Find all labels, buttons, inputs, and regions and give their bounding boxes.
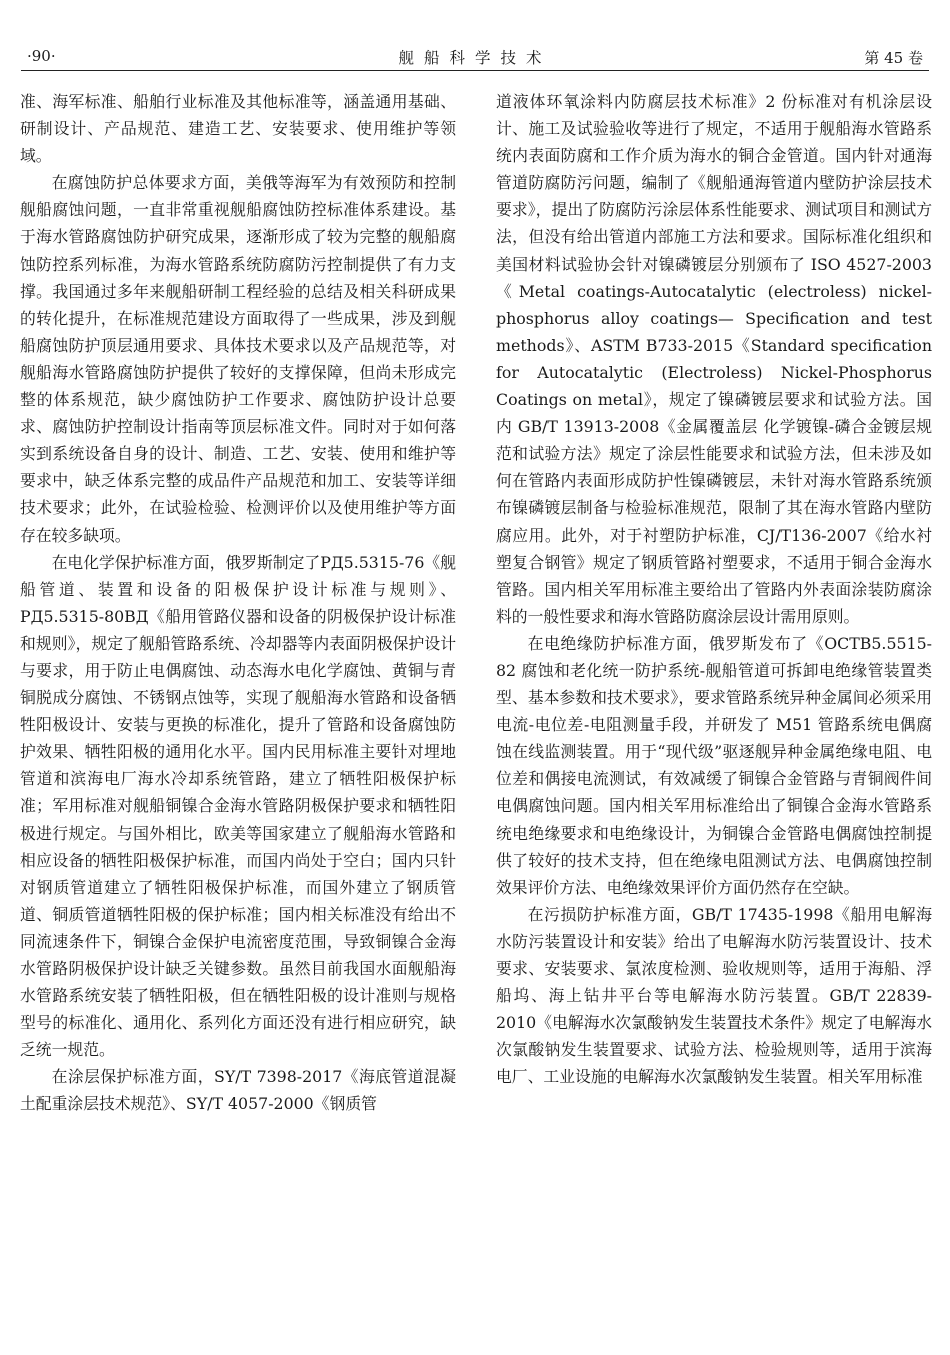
journal-title: 舰船科学技术	[398, 49, 552, 67]
page-number: ·90·	[27, 47, 56, 65]
paragraph: 在腐蚀防护总体要求方面，美俄等海军为有效预防和控制舰船腐蚀问题，一直非常重视舰船腐蚀防控标准体系建设。基于海水管路腐蚀防护研究成果，逐渐形成了较为完整的舰船腐蚀防控系列标准，为海水管路系统防腐防污控制提供了有力支撑。我国通过多年来舰船研制工程经验的总结及相关科研成果的转化提升，在标准规范建设方面取得了一些成果，涉及到舰船腐蚀防护顶层通用要求、具体技术要求以及产品规范等，对舰船海水管路腐蚀防护提供了较好的支撑保障，但尚未形成完整的体系规范，缺少腐蚀防护工作要求、腐蚀防护设计总要求、腐蚀防护控制设计指南等顶层标准文件。同时对于如何落实到系统设备自身的设计、制造、工艺、安装、使用和维护等要求中，缺乏体系完整的成品件产品规范和加工、安装等详细技术要求；此外，在试验检验、检测评价以及使用维护等方面存在较多缺项。	[20, 173, 456, 545]
paragraph: 在电化学保护标准方面，俄罗斯制定了РД5.5315-76《舰船管道、装置和设备的阳极保护设计标准与规则》、РД5.5315-80ВД《船用管路仪器和设备的阴极保护设计标准和规则》，规定了舰船管路系统、冷却器等内表面阴极保护设计与要求，用于防止电偶腐蚀、动态海水电化学腐蚀、黄铜与青铜脱成分腐蚀、不锈钢点蚀等，实现了舰船海水管路和设备牺牲阳极设计、安装与更换的标准化，提升了管路和设备腐蚀防护效果、牺牲阳极的通用化水平。国内民用标准主要针对埋地管道和滨海电厂海水冷却系统管路，建立了牺牲阳极保护标准；军用标准对舰船铜镍合金海水管路阴极保护要求和牺牲阳极进行规定。与国外相比，欧美等国家建立了舰船海水管路和相应设备的牺牲阳极保护标准，而国内尚处于空白；国内只针对钢质管道建立了牺牲阳极保护标准，而国外建立了钢质管道、铜质管道牺牲阳极的保护标准；国内相关标准没有给出不同流速条件下，铜镍合金保护电流密度范围，导致铜镍合金海水管路阴极保护设计缺乏关键参数。虽然目前我国水面舰船海水管路系统安装了牺牲阳极，但在牺牲阳极的设计准则与规格型号的标准化、通用化、系列化方面还没有进行相应研究，缺乏统一规范。	[20, 552, 456, 1060]
right-column	[496, 88, 932, 1090]
paragraph: 在污损防护标准方面，GB/T 17435-1998《船用电解海水防污装置设计和安装》给出了电解海水防污装置设计、技术要求、安装要求、氯浓度检测、验收规则等，适用于海船、浮船坞、海上钻井平台等电解海水防污装置。GB/T 22839-2010《电解海水次氯酸钠发生装置技术条件》规定了电解海水次氯酸钠发生装置要求、试验方法、检验规则等，适用于滨海电厂、工业设施的电解海水次氯酸钠发生装置。相关军用标准	[496, 904, 932, 1087]
running-header	[21, 38, 929, 71]
left-column	[20, 88, 456, 1118]
paragraph: 在涂层保护标准方面，SY/T 7398-2017《海底管道混凝土配重涂层技术规范》、SY/T 4057-2000《钢质管	[20, 1067, 456, 1114]
paragraph: 准、海军标准、船舶行业标准及其他标准等，涵盖通用基础、研制设计、产品规范、建造工艺、安装要求、使用维护等领域。	[20, 92, 456, 166]
volume-label: 第 45 卷	[864, 49, 923, 67]
paragraph: 在电绝缘防护标准方面，俄罗斯发布了《OCTB5.5515-82 腐蚀和老化统一防护系统-舰船管道可拆卸电绝缘管装置类型、基本参数和技术要求》，要求管路系统异种金属间必须采用电流-电位差-电阻测量手段，并研发了 M51 管路系统电偶腐蚀在线监测装置。用于“现代级”驱逐舰异种金属绝缘电阻、电位差和偶接电流测试，有效减缓了铜镍合金管路与青铜阀件间电偶腐蚀问题。国内相关军用标准给出了铜镍合金海水管路系统电绝缘要求和电绝缘设计，为铜镍合金管路电偶腐蚀控制提供了较好的技术支持，但在绝缘电阻测试方法、电偶腐蚀控制效果评价方法、电绝缘效果评价方面仍然存在空缺。	[496, 633, 932, 897]
paragraph: 道液体环氧涂料内防腐层技术标准》2 份标准对有机涂层设计、施工及试验验收等进行了规定，不适用于舰船海水管路系统内表面防腐和工作介质为海水的铜合金管道。国内针对通海管道防腐防污问题，编制了《舰船通海管道内壁防护涂层技术要求》，提出了防腐防污涂层体系性能要求、测试项目和测试方法，但没有给出管道内部施工方法和要求。国际标准化组织和美国材料试验协会针对镍磷镀层分别颁布了 ISO 4527-2003《Metal coatings-Autocatalytic (electroless) nickel-phosphorus alloy coatings— Specification and test methods》、ASTM B733-2015《Standard specification for Autocatalytic (Electroless) Nickel-Phosphorus Coatings on metal》，规定了镍磷镀层要求和试验方法。国内 GB/T 13913-2008《金属覆盖层 化学镀镍-磷合金镀层规范和试验方法》规定了涂层性能要求和试验方法，但未涉及如何在管路内表面形成防护性镍磷镀层，未针对海水管路系统颁布镍磷镀层制备与检验标准规范，限制了其在海水管路内壁防腐应用。此外，对于衬塑防护标准，CJ/T136-2007《给水衬塑复合钢管》规定了钢质管路衬塑要求，不适用于铜合金海水管路。国内相关军用标准主要给出了管路内外表面涂装防腐涂料的一般性要求和海水管路防腐涂层设计需用原则。	[496, 92, 932, 626]
